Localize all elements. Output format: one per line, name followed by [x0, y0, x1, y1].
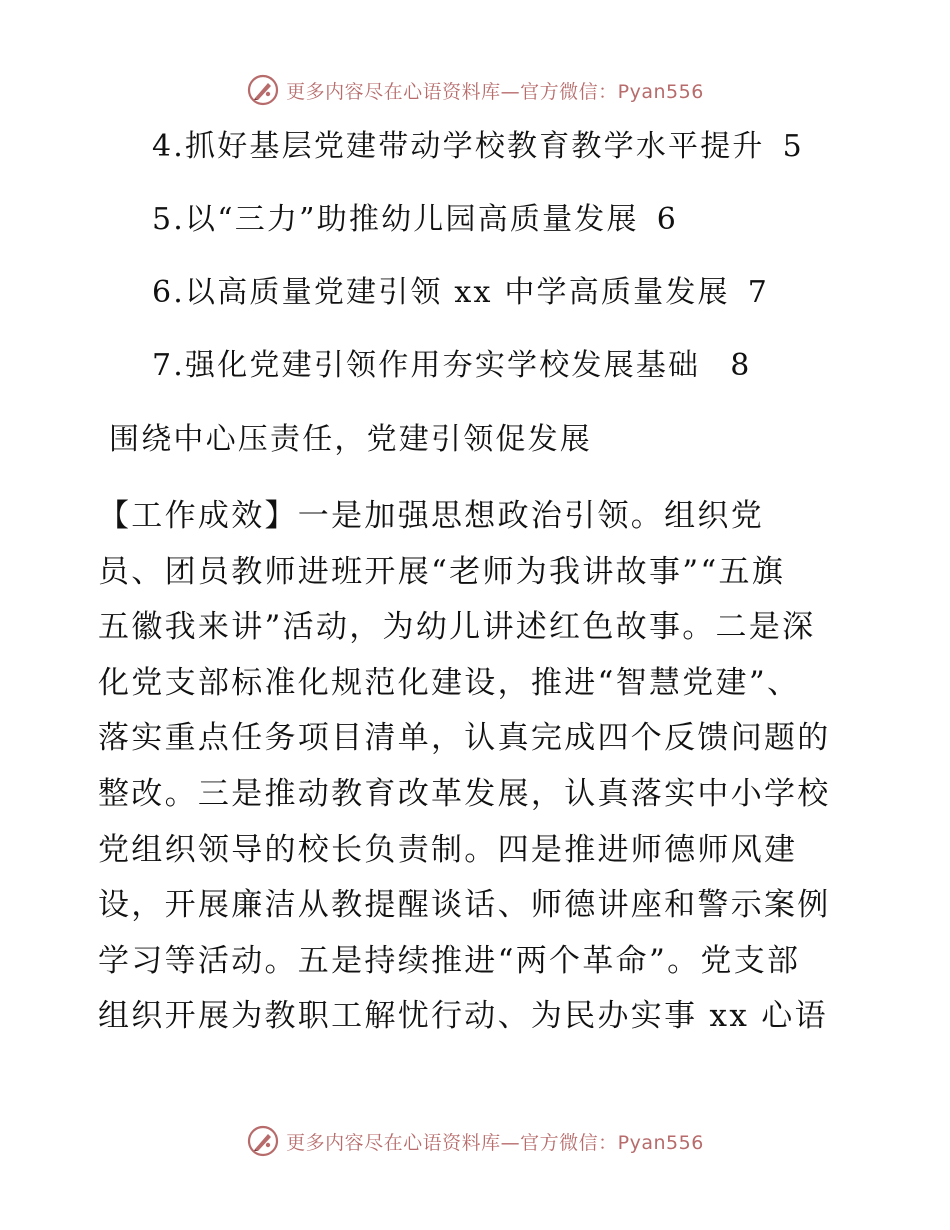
toc-item — [152, 127, 804, 167]
paragraph-line: 化党支部标准化规范化建设，推进“智慧党建”、 — [98, 664, 801, 701]
toc-item-page: 5 — [782, 129, 804, 164]
section-heading: 围绕中心压责任，党建引领促发展 — [109, 422, 592, 457]
toc-item-title: 4.抓好基层党建带动学校教育教学水平提升 — [152, 129, 765, 164]
paragraph-line: 党组织领导的校长负责制。四是推进师德师风建 — [98, 831, 798, 868]
toc-item-page: 7 — [747, 275, 770, 310]
toc-item-page: 6 — [656, 202, 678, 237]
paragraph-line: 组织开展为教职工解忧行动、为民办实事 xx 心语 — [98, 998, 828, 1035]
paragraph-line: 落实重点任务项目清单，认真完成四个反馈问题的 — [98, 720, 831, 757]
paragraph-line: 员、团员教师进班开展“老师为我讲故事”“五旗 — [98, 553, 786, 590]
toc-item — [152, 200, 678, 240]
paragraph-line: 【工作成效】一是加强思想政治引领。组织党 — [98, 498, 764, 534]
watermark-text: 更多内容尽在心语资料库—官方微信：Pyan556 — [286, 80, 704, 103]
pen-circle-logo-icon — [246, 1124, 280, 1158]
toc-item-title: 6.以高质量党建引领 xx 中学高质量发展 — [152, 275, 730, 310]
paragraph-line: 整改。三是推动教育改革发展，认真落实中小学校 — [98, 775, 831, 812]
toc-item-page: 8 — [730, 348, 752, 383]
paragraph-line: 学习等活动。五是持续推进“两个革命”。党支部 — [98, 942, 801, 979]
body-paragraph — [98, 494, 858, 1050]
paragraph-line: 设，开展廉洁从教提醒谈话、师德讲座和警示案例 — [98, 887, 831, 924]
paragraph-line: 五徽我来讲”活动，为幼儿讲述红色故事。二是深 — [98, 609, 816, 646]
footer-watermark — [0, 1119, 950, 1163]
pen-circle-logo-icon — [246, 73, 280, 107]
toc-item-title: 7.强化党建引领作用夯实学校发展基础 — [152, 348, 701, 383]
watermark-text: 更多内容尽在心语资料库—官方微信：Pyan556 — [286, 1131, 704, 1154]
toc-item-title: 5.以“三力”助推幼儿园高质量发展 — [152, 202, 639, 237]
toc-item — [152, 273, 769, 313]
header-watermark — [0, 68, 950, 112]
toc-item — [152, 346, 752, 386]
